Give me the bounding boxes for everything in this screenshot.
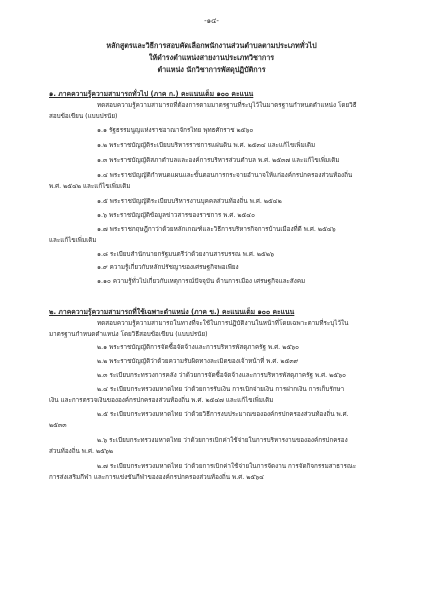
section-b-item-cont: ส่วนท้องถิ่น พ.ศ. ๒๕๖๒	[49, 448, 114, 455]
section-b-heading: ๒. ภาคความรู้ความสามารถที่ใช้เฉพาะตำแหน่ง (ภาค ข.) คะแนนเต็ม ๑๐๐ คะแนน	[49, 308, 295, 316]
section-a-item: ๑.๓ พระราชบัญญัติสภาตำบลและองค์การบริหารส่วนตำบล พ.ศ. ๒๕๓๗ และแก้ไขเพิ่มเติม	[97, 157, 340, 164]
section-a-heading: ๑. ภาคความรู้ความสามารถทั่วไป (ภาค ก.) คะแนนเต็ม ๑๐๐ คะแนน	[49, 90, 254, 98]
section-b-item-cont: ๒๕๓๓	[49, 422, 67, 429]
section-b-item: ๒.๓ ระเบียบกระทรวงการคลัง ว่าด้วยการจัดซื้อจัดจ้างและการบริหารพัสดุภาครัฐ พ.ศ. ๒๕๖๐	[97, 372, 346, 379]
section-b-item: ๒.๖ ระเบียบกระทรวงมหาดไทย ว่าด้วยการเบิกค่าใช้จ่ายในการบริหารงานขององค์กรปกครอง	[97, 437, 348, 444]
section-a-item: ๑.๙ ความรู้เกี่ยวกับหลักปรัชญาของเศรษฐกิจพอเพียง	[97, 264, 239, 271]
section-a-item: ๑.๑๐ ความรู้ทั่วไปเกี่ยวกับเหตุการณ์ปัจจุบัน ด้านการเมือง เศรษฐกิจและสังคม	[97, 278, 306, 285]
title-line-3: ตำแหน่ง นักวิชาการพัสดุปฏิบัติการ	[157, 65, 266, 74]
section-a-item: ๑.๔ พระราชบัญญัติกำหนดแผนและขั้นตอนการกระจายอำนาจให้แก่องค์กรปกครองส่วนท้องถิ่น	[97, 172, 353, 179]
section-a-item-cont: พ.ศ. ๒๕๔๒ และแก้ไขเพิ่มเติม	[49, 183, 131, 190]
section-a-item: ๑.๒ พระราชบัญญัติระเบียบบริหารราชการแผ่นดิน พ.ศ. ๒๕๓๔ และแก้ไขเพิ่มเติม	[97, 142, 316, 149]
section-a-item-cont: และแก้ไขเพิ่มเติม	[49, 237, 97, 244]
section-b-intro-2: มาตรฐานกำหนดตำแหน่ง โดยวิธีสอบข้อเขียน (แบบปรนัย)	[49, 331, 208, 338]
section-b-item: ๒.๔ ระเบียบกระทรวงมหาดไทย ว่าด้วยการรับเงิน การเบิกจ่ายเงิน การฝากเงิน การเก็บรักษา	[97, 386, 345, 393]
section-b-intro-1: ทดสอบความรู้ความสามารถในทางที่จะใช้ในการปฏิบัติงานในหน้าที่โดยเฉพาะตามที่ระบุไว้ใน	[97, 320, 349, 327]
section-a-item: ๑.๖ พระราชบัญญัติข้อมูลข่าวสารของราชการ พ.ศ. ๒๕๔๐	[97, 212, 255, 219]
section-a-item: ๑.๘ ระเบียบสำนักนายกรัฐมนตรีว่าด้วยงานสารบรรณ พ.ศ. ๒๕๒๖	[97, 251, 274, 258]
section-b-item: ๒.๗ ระเบียบกระทรวงมหาดไทย ว่าด้วยการเบิกค่าใช้จ่ายในการจัดงาน การจัดกิจกรรมสาธารณะ	[97, 463, 357, 470]
section-a-item: ๑.๕ พระราชบัญญัติระเบียบบริหารงานบุคคลส่วนท้องถิ่น พ.ศ. ๒๕๔๒	[97, 198, 282, 205]
section-b-item: ๒.๒ พระราชบัญญัติว่าด้วยความรับผิดทางละเมิดของเจ้าหน้าที่ พ.ศ. ๒๕๓๙	[97, 358, 299, 365]
section-a-item: ๑.๗ พระราชกฤษฎีกาว่าด้วยหลักเกณฑ์และวิธีการบริหารกิจการบ้านเมืองที่ดี พ.ศ. ๒๕๔๖	[97, 226, 336, 233]
section-b-item: ๒.๑ พระราชบัญญัติการจัดซื้อจัดจ้างและการบริหารพัสดุภาครัฐ พ.ศ. ๒๕๖๐	[97, 344, 299, 351]
section-b-item-cont: การส่งเสริมกีฬา และการแข่งขันกีฬาขององค์กรปกครองส่วนท้องถิ่น พ.ศ. ๒๕๖๔	[49, 474, 264, 481]
section-a-intro-1: ทดสอบความรู้ความสามารถที่ต้องการตามมาตรฐานที่ระบุไว้ในมาตรฐานกำหนดตำแหน่ง โดยวิธี	[97, 102, 357, 109]
section-b-item: ๒.๕ ระเบียบกระทรวงมหาดไทย ว่าด้วยวิธีการงบประมาณขององค์กรปกครองส่วนท้องถิ่น พ.ศ.	[97, 411, 349, 418]
page-number: -๑๔-	[204, 17, 219, 25]
section-b-item-cont: เงิน และการตรวจเงินขององค์กรปกครองส่วนท้องถิ่น พ.ศ. ๒๕๔๗ และแก้ไขเพิ่มเติม	[49, 397, 274, 404]
section-a-intro-2: สอบข้อเขียน (แบบปรนัย)	[49, 113, 118, 120]
title-line-1: หลักสูตรและวิธีการสอบคัดเลือกพนักงานส่วนตำบลตามประเภททั่วไป	[106, 41, 317, 50]
section-a-item: ๑.๑ รัฐธรรมนูญแห่งราชอาณาจักรไทย พุทธศักราช ๒๕๖๐	[97, 127, 254, 134]
title-line-2: ให้ดำรงตำแหน่งสายงานประเภทวิชาการ	[148, 53, 275, 62]
